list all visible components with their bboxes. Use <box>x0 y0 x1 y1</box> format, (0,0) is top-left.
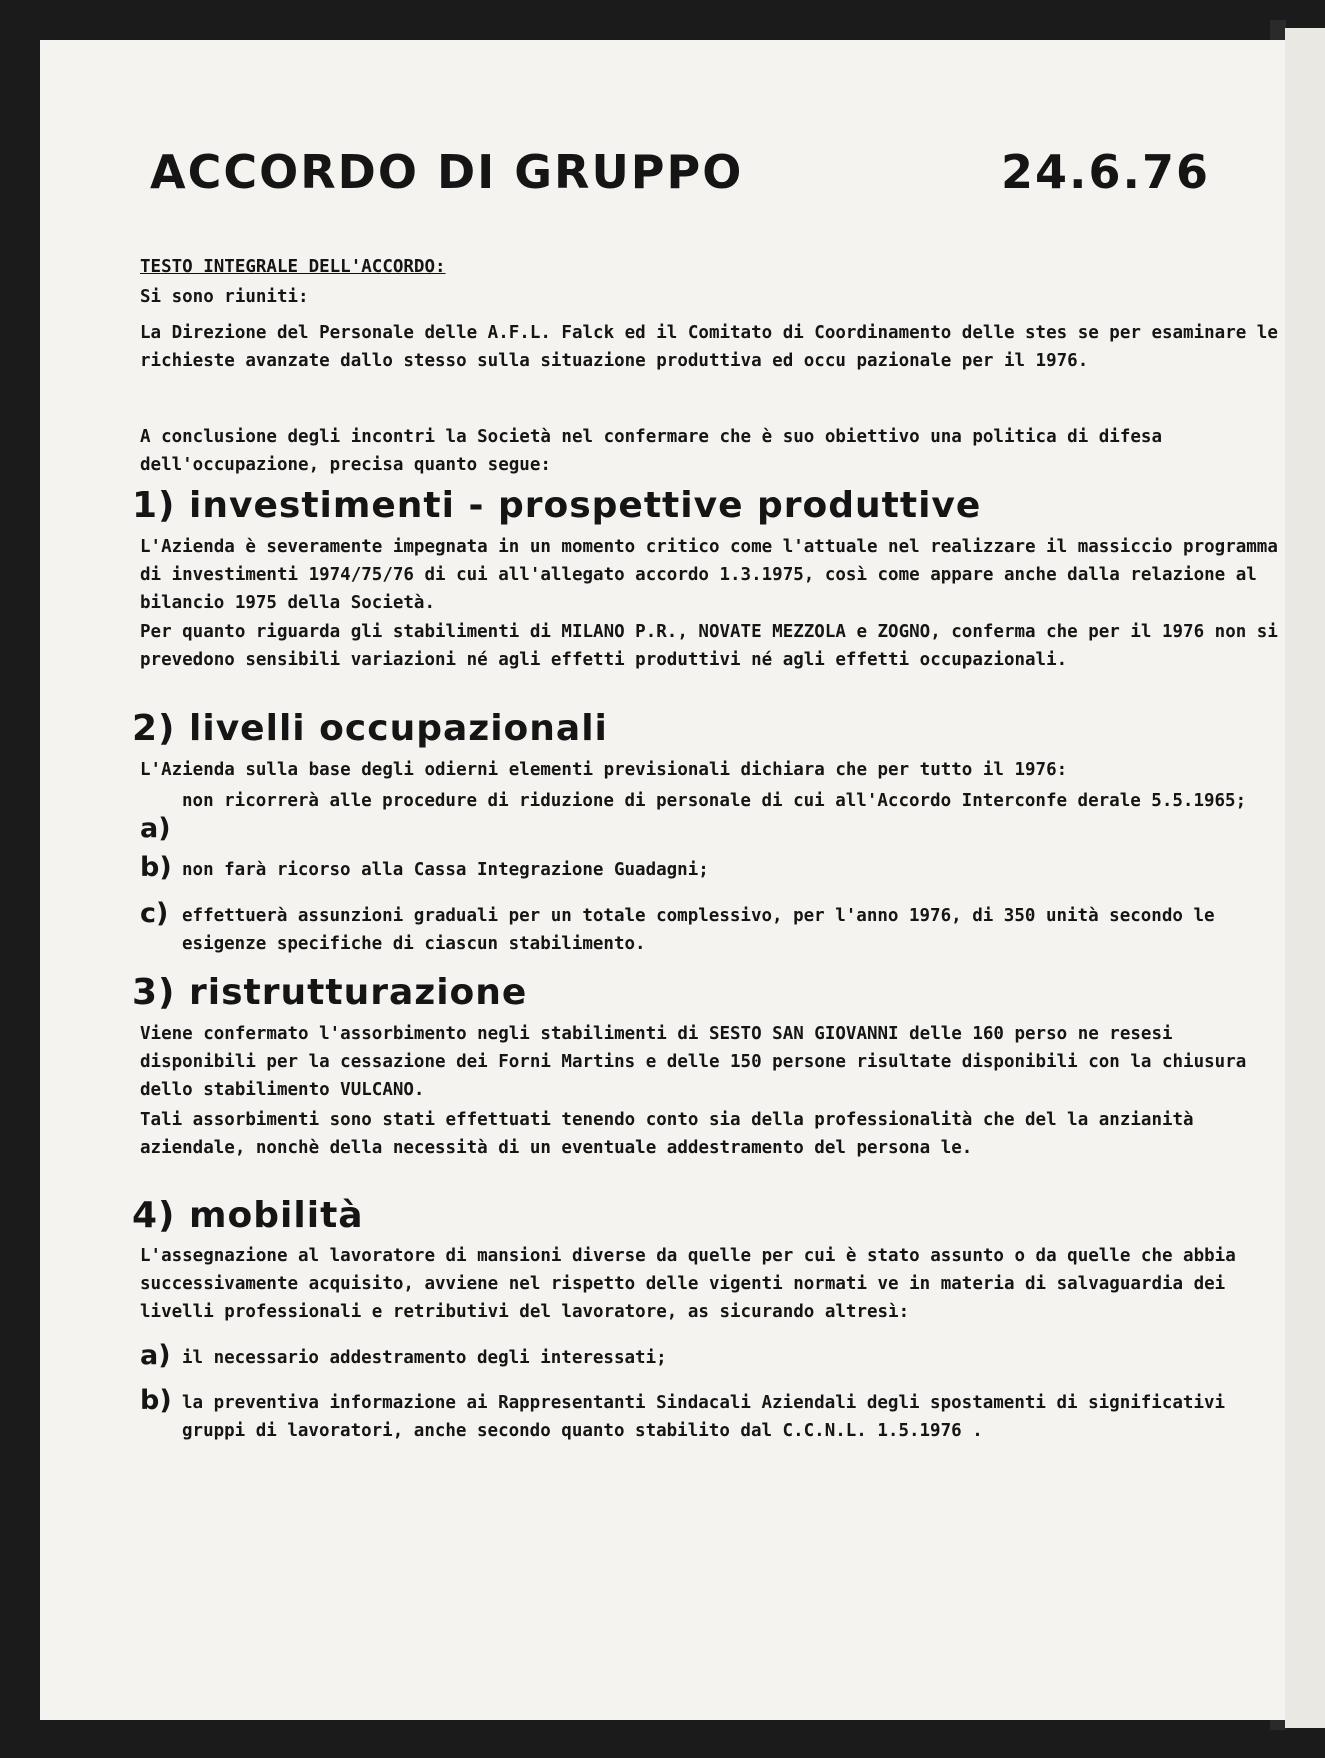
item-text: il necessario addestramento degli interessati; <box>182 1348 667 1368</box>
section-4-heading: 4) mobilità <box>132 1195 364 1236</box>
adjacent-page-strip <box>1285 28 1325 1728</box>
section-2-item-b <box>140 852 1280 884</box>
intro-paragraph-1: Si sono riuniti: <box>140 287 309 307</box>
section-4-paragraph-1: L'assegnazione al lavoratore di mansioni diverse da quelle per cui è stato assunto o da quelle che abbia successivamente acquisito, avviene nel rispetto delle vigenti normati ve in materia di salvaguardia dei livelli professionali e retributivi del lavoratore, as sicurando altresì: <box>140 1246 1236 1322</box>
item-text: non farà ricorso alla Cassa Integrazione Guadagni; <box>182 860 709 880</box>
item-marker: c) <box>140 898 169 929</box>
section-1-paragraph-1: L'Azienda è severamente impegnata in un momento critico come l'attuale nel realizzare il massiccio programma di investimenti 1974/75/76 di cui all'allegato accordo 1.3.1975, così come appare anche dalla relazione al bilancio 1975 della Società. <box>140 537 1278 613</box>
item-marker: b) <box>140 852 172 883</box>
section-4-item-a <box>140 1340 1280 1372</box>
section-2-item-c <box>140 898 1280 958</box>
subtitle: TESTO INTEGRALE DELL'ACCORDO: <box>140 257 446 277</box>
item-marker: a) <box>140 813 171 844</box>
section-2-paragraph-1: L'Azienda sulla base degli odierni elementi previsionali dichiara che per tutto il 1976: <box>140 760 1068 780</box>
item-text: la preventiva informazione ai Rappresentanti Sindacali Aziendali degli spostamenti di significativi gruppi di lavoratori, anche secondo quanto stabilito dal C.C.N.L. 1.5.1976 . <box>182 1393 1226 1441</box>
section-1-paragraph-2: Per quanto riguarda gli stabilimenti di MILANO P.R., NOVATE MEZZOLA e ZOGNO, conferma che per il 1976 non si prevedono sensibili variazioni né agli effetti produttivi né agli effetti occupazionali. <box>140 622 1278 670</box>
title-date: 24.6.76 <box>1001 145 1210 199</box>
page-title <box>150 145 1210 199</box>
intro-paragraph-3: A conclusione degli incontri la Società nel confermare che è suo obiettivo una politica di difesa dell'occupazione, precisa quanto segue: <box>140 427 1162 475</box>
item-text: non ricorrerà alle procedure di riduzione di personale di cui all'Accordo Interconfe derale 5.5.1965; <box>182 791 1247 811</box>
item-text: effettuerà assunzioni graduali per un totale complessivo, per l'anno 1976, di 350 unità secondo le esigenze specifiche di ciascun stabilimento. <box>182 906 1215 954</box>
title-main: ACCORDO DI GRUPPO <box>150 145 744 199</box>
section-2-item-a <box>140 787 1280 844</box>
section-2-heading: 2) livelli occupazionali <box>132 708 608 749</box>
section-3-heading: 3) ristrutturazione <box>132 972 528 1013</box>
section-1-heading: 1) investimenti - prospettive produttive <box>132 485 982 526</box>
section-3-paragraph-2: Tali assorbimenti sono stati effettuati tenendo conto sia della professionalità che del la anzianità aziendale, nonchè della necessità di un eventuale addestramento del persona le. <box>140 1110 1194 1158</box>
document-page <box>40 40 1285 1720</box>
item-marker: b) <box>140 1385 172 1416</box>
item-marker: a) <box>140 1340 171 1371</box>
intro-paragraph-2: La Direzione del Personale delle A.F.L. Falck ed il Comitato di Coordinamento delle stes se per esaminare le richieste avanzate dallo stesso sulla situazione produttiva ed occu pazionale per il 1976. <box>140 323 1278 371</box>
section-4-item-b <box>140 1385 1280 1445</box>
section-3-paragraph-1: Viene confermato l'assorbimento negli stabilimenti di SESTO SAN GIOVANNI delle 160 perso ne resesi disponibili per la cessazione dei Forni Martins e delle 150 persone risultate disponibili con la chiusura dello stabilimento VULCANO. <box>140 1024 1247 1100</box>
